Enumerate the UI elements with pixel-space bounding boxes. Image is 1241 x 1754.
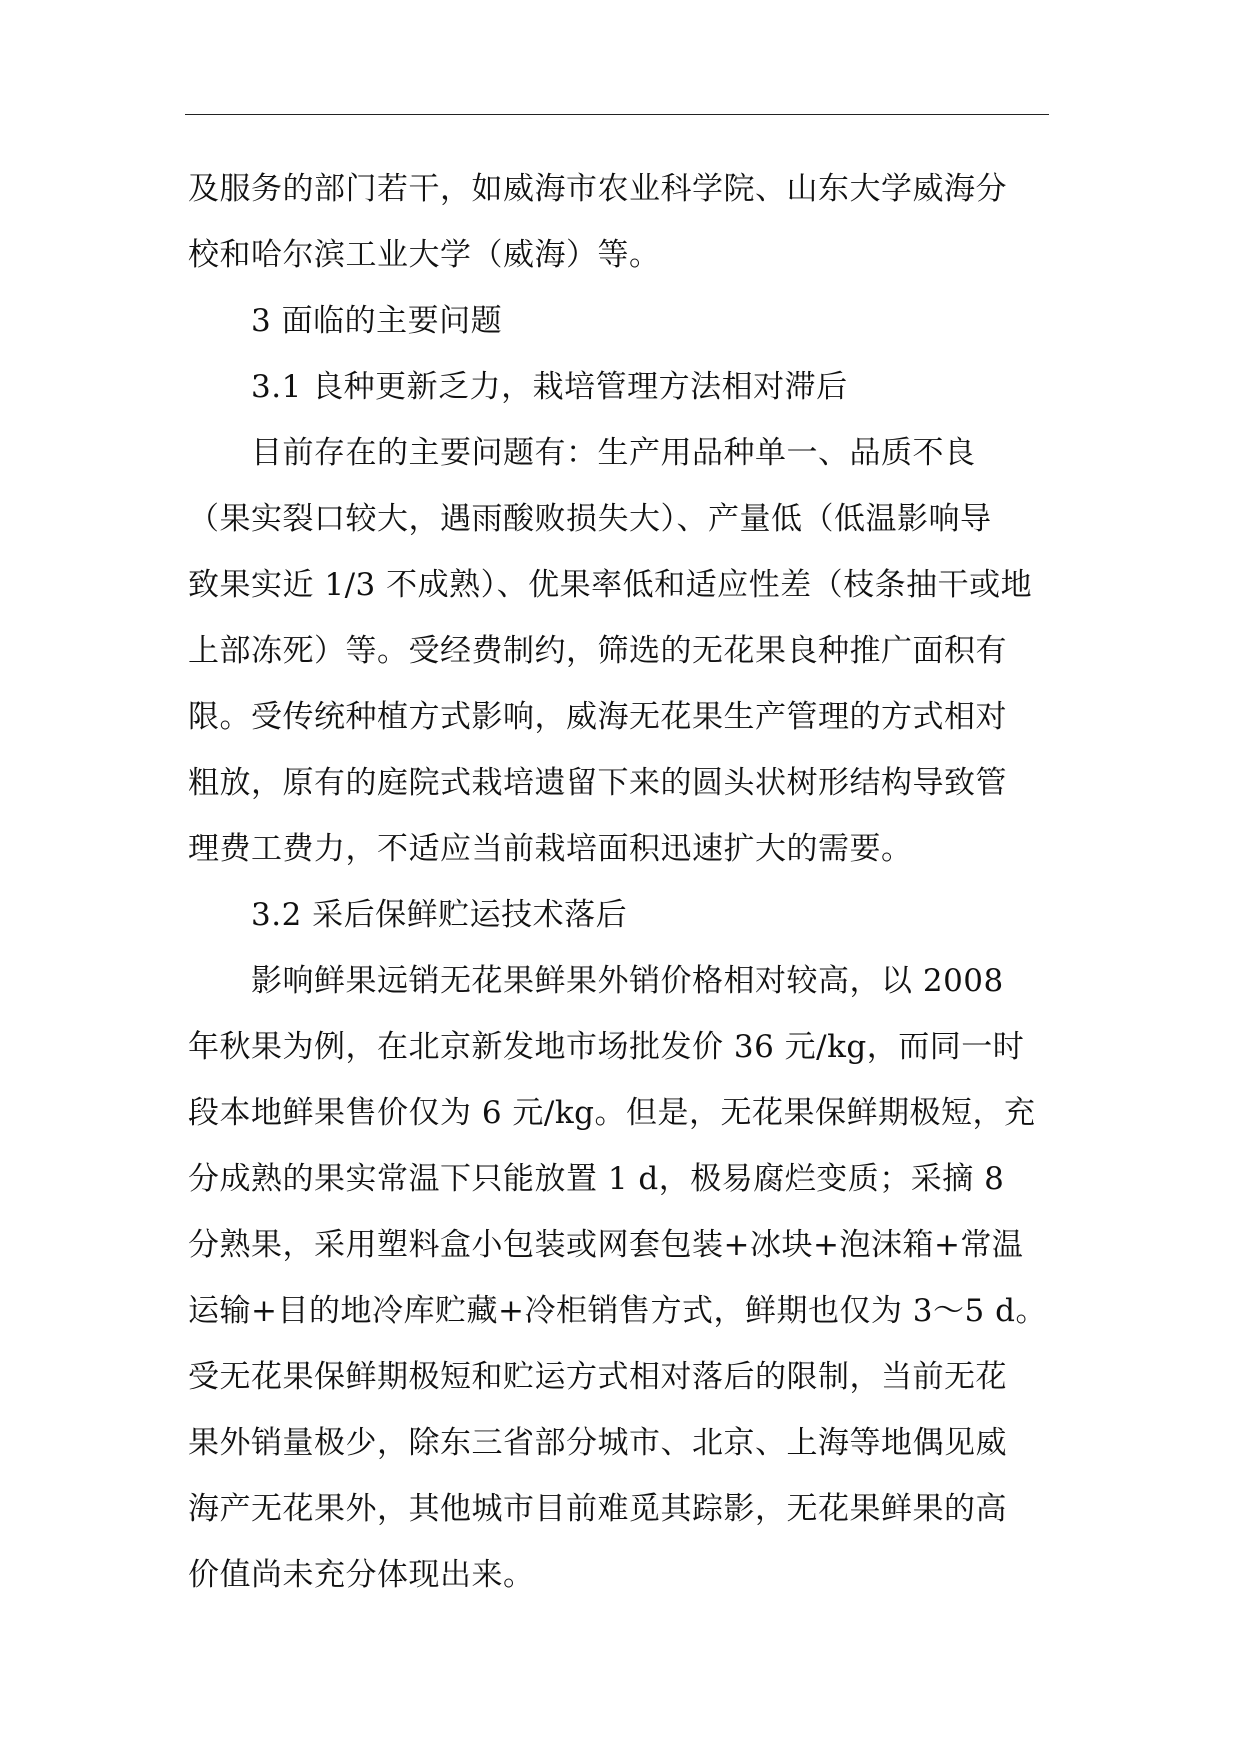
subsection-heading: 3.2 采后保鲜贮运技术落后	[251, 897, 628, 933]
text-line: 受无花果保鲜期极短和贮运方式相对落后的限制，当前无花	[188, 1359, 1007, 1395]
text-line: 校和哈尔滨工业大学（威海）等。	[188, 237, 661, 273]
text-line: 分熟果，采用塑料盒小包装或网套包装+冰块+泡沫箱+常温	[188, 1227, 1024, 1263]
text-line: 果外销量极少，除东三省部分城市、北京、上海等地偶见威	[188, 1425, 1007, 1461]
text-line: 价值尚未充分体现出来。	[188, 1557, 535, 1593]
text-line: 运输+目的地冷库贮藏+冷柜销售方式，鲜期也仅为 3～5 d。	[188, 1293, 1047, 1329]
text-line: 段本地鲜果售价仅为 6 元/kg。但是，无花果保鲜期极短，充	[188, 1095, 1036, 1131]
text-line: 致果实近 1/3 不成熟）、优果率低和适应性差（枝条抽干或地	[188, 567, 1033, 603]
text-line: 海产无花果外，其他城市目前难觅其踪影，无花果鲜果的高	[188, 1491, 1007, 1527]
document-body	[188, 156, 1048, 1608]
text-line: 上部冻死）等。受经费制约，筛选的无花果良种推广面积有	[188, 633, 1007, 669]
text-line: 分成熟的果实常温下只能放置 1 d，极易腐烂变质；采摘 8	[188, 1161, 1005, 1197]
paragraph-first-line: 影响鲜果远销无花果鲜果外销价格相对较高，以 2008	[251, 963, 1004, 999]
section-heading: 3 面临的主要问题	[251, 303, 503, 339]
header-rule	[185, 114, 1049, 115]
text-line: 及服务的部门若干，如威海市农业科学院、山东大学威海分	[188, 171, 1007, 207]
text-line: （果实裂口较大，遇雨酸败损失大）、产量低（低温影响导	[188, 501, 992, 537]
text-line: 限。受传统种植方式影响，威海无花果生产管理的方式相对	[188, 699, 1007, 735]
subsection-heading: 3.1 良种更新乏力，栽培管理方法相对滞后	[251, 369, 848, 405]
text-line: 年秋果为例，在北京新发地市场批发价 36 元/kg，而同一时	[188, 1029, 1025, 1065]
paragraph-first-line: 目前存在的主要问题有：生产用品种单一、品质不良	[251, 435, 976, 471]
text-line: 理费工费力，不适应当前栽培面积迅速扩大的需要。	[188, 831, 913, 867]
text-line: 粗放，原有的庭院式栽培遗留下来的圆头状树形结构导致管	[188, 765, 1007, 801]
